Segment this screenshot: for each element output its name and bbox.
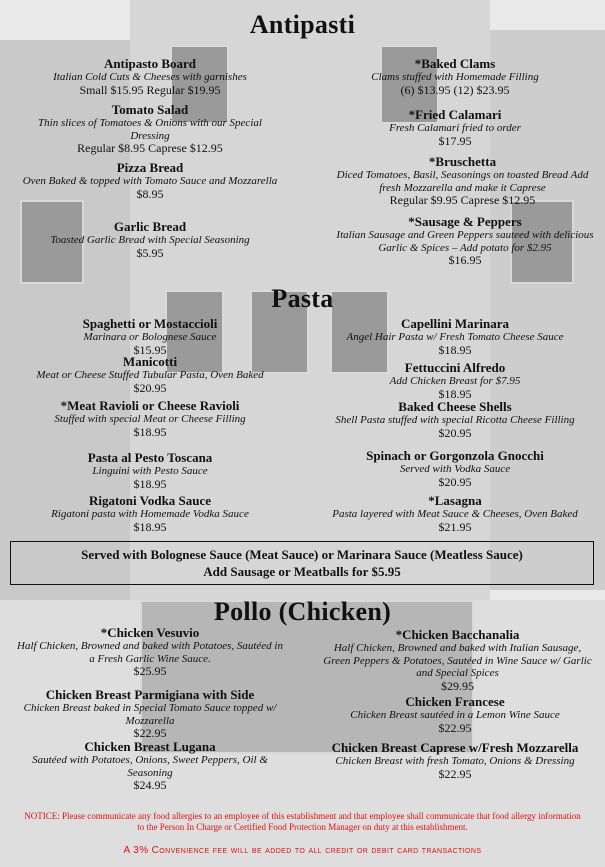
item-desc: Half Chicken, Browned and baked with Potatoes, Sautéed in a Fresh Garlic Wine Sauce.	[17, 640, 283, 665]
menu-item	[0, 57, 300, 96]
item-price: Regular $8.95 Caprese $12.95	[77, 141, 223, 155]
item-price: Small $15.95 Regular $19.95	[79, 82, 221, 97]
item-price: $16.95	[448, 253, 482, 267]
item-desc: Italian Cold Cuts & Cheeses with garnishes	[53, 71, 247, 83]
item-name: Pizza Bread	[116, 160, 184, 175]
menu-item	[305, 400, 605, 439]
menu-item	[305, 449, 605, 488]
item-desc: Served with Vodka Sauce	[399, 463, 511, 475]
item-name: *Chicken Bacchanalia	[395, 627, 520, 642]
item-price: $25.95	[133, 664, 167, 678]
menu-item	[0, 317, 300, 356]
item-name: Antipasto Board	[103, 56, 197, 71]
item-desc: Chicken Breast with fresh Tomato, Onions & Dressing	[335, 755, 575, 767]
item-name: *Meat Ravioli or Cheese Ravioli	[60, 398, 240, 413]
menu-item	[320, 628, 595, 692]
item-price: (6) $13.95 (12) $23.95	[400, 82, 510, 97]
item-desc: Clams stuffed with Homemade Filling	[371, 71, 539, 83]
item-name: Rigatoni Vodka Sauce	[88, 493, 212, 508]
box-line: Add Sausage or Meatballs for $5.95	[203, 564, 401, 579]
item-desc: Pasta layered with Meat Sauce & Cheeses, Oven Baked	[332, 508, 578, 520]
item-price: $15.95	[133, 342, 167, 357]
menu-item	[305, 494, 605, 533]
item-price: $18.95	[133, 424, 167, 439]
pasta-sauce-box	[10, 541, 594, 585]
item-name: *Sausage & Peppers	[408, 214, 522, 229]
item-desc: Add Chicken Breast for $7.95	[389, 375, 521, 387]
item-name: Garlic Bread	[113, 219, 187, 234]
item-name: Fettuccini Alfredo	[404, 360, 506, 375]
item-desc: Toasted Garlic Bread with Special Seasoning	[50, 234, 250, 246]
item-desc: Half Chicken, Browned and baked with Italian Sausage, Green Peppers & Potatoes, Sautéed in Wine Sauce w/ Garlic and Special Spices	[323, 642, 592, 679]
item-name: *Lasagna	[428, 493, 482, 508]
menu-item	[20, 161, 280, 200]
menu-item	[305, 108, 605, 147]
item-desc: Italian Sausage and Green Peppers sauteed with delicious Garlic & Spices – Add potato for $2.95	[336, 229, 594, 254]
item-name: Chicken Breast Lugana	[84, 739, 216, 754]
item-name: Manicotti	[122, 354, 178, 369]
menu-item	[305, 57, 605, 96]
item-name: Pasta al Pesto Toscana	[87, 450, 213, 465]
item-price: $20.95	[133, 380, 167, 395]
item-price: $22.95	[438, 720, 472, 735]
item-desc: Sautéed with Potatoes, Onions, Sweet Peppers, Oil & Seasoning	[32, 754, 268, 779]
menu-item	[305, 741, 605, 780]
item-price: $29.95	[441, 678, 474, 693]
item-desc: Chicken Breast baked in Special Tomato Sauce topped w/ Mozzarella	[23, 702, 277, 727]
item-name: Baked Cheese Shells	[398, 399, 512, 414]
menu-item	[305, 695, 605, 734]
item-price: $22.95	[438, 766, 472, 781]
menu-item	[335, 215, 595, 267]
item-name: *Fried Calamari	[408, 107, 502, 122]
item-desc: Meat or Cheese Stuffed Tubular Pasta, Oven Baked	[36, 369, 264, 381]
item-desc: Diced Tomatoes, Basil, Seasonings on toasted Bread Add fresh Mozzarella and make it Caprese	[336, 169, 589, 194]
item-desc: Marinara or Bolognese Sauce	[83, 331, 217, 343]
menu-item	[305, 361, 605, 400]
item-desc: Angel Hair Pasta w/ Fresh Tomato Cheese Sauce	[346, 331, 564, 343]
item-price: Regular $9.95 Caprese $12.95	[389, 193, 536, 207]
menu-item	[0, 355, 300, 394]
menu-item	[0, 399, 300, 438]
item-price: $18.95	[438, 386, 472, 401]
item-name: Spinach or Gorgonzola Gnocchi	[366, 448, 544, 463]
pasta-title: Pasta	[271, 284, 334, 313]
card-fee-notice: A 3% Convenience fee will be added to all credit or debit card transactions	[123, 845, 482, 856]
item-price: $8.95	[136, 186, 164, 201]
item-name: Tomato Salad	[111, 102, 189, 117]
item-price: $18.95	[133, 476, 167, 491]
item-price: $18.95	[438, 342, 472, 357]
item-desc: Thin slices of Tomatoes & Onions with our Special Dressing	[38, 117, 262, 142]
menu-item	[20, 103, 280, 155]
item-price: $5.95	[136, 245, 164, 260]
menu-item	[0, 451, 300, 490]
menu-item	[305, 317, 605, 356]
item-name: Spaghetti or Mostaccioli	[82, 316, 218, 331]
item-desc: Shell Pasta stuffed with special Ricotta Cheese Filling	[335, 414, 575, 426]
item-name: Chicken Breast Caprese w/Fresh Mozzarella	[331, 740, 579, 755]
menu-item	[20, 740, 280, 792]
item-name: *Chicken Vesuvio	[100, 625, 200, 640]
menu-item	[10, 688, 290, 740]
item-price: $17.95	[438, 133, 472, 148]
item-price: $24.95	[133, 778, 167, 792]
item-name: *Bruschetta	[428, 154, 497, 169]
item-name: Capellini Marinara	[401, 316, 509, 331]
item-desc: Rigatoni pasta with Homemade Vodka Sauce	[51, 508, 249, 520]
box-line: Served with Bolognese Sauce (Meat Sauce) or Marinara Sauce (Meatless Sauce)	[81, 547, 523, 562]
antipasti-title: Antipasti	[249, 10, 356, 39]
item-desc: Oven Baked & topped with Tomato Sauce and Mozzarella	[22, 175, 278, 187]
item-price: $22.95	[133, 726, 167, 740]
item-desc: Fresh Calamari fried to order	[389, 122, 521, 134]
item-name: Chicken Breast Parmigiana with Side	[45, 687, 255, 702]
item-name: *Baked Clams	[414, 56, 496, 71]
item-desc: Chicken Breast sautéed in a Lemon Wine Sauce	[350, 709, 560, 721]
item-name: Chicken Francese	[405, 694, 505, 709]
item-desc: Stuffed with special Meat or Cheese Filling	[54, 413, 246, 425]
item-price: $21.95	[438, 519, 472, 534]
item-price: $20.95	[438, 425, 472, 440]
pollo-title: Pollo (Chicken)	[213, 597, 392, 626]
item-price: $20.95	[438, 474, 472, 489]
menu-item	[330, 155, 595, 207]
allergy-notice: NOTICE: Please communicate any food allergies to an employee of this establishment and that employee shall communicate that food allergy information to the Person In Charge or Certified Food Protection Manager on duty at this establishment.	[24, 811, 581, 832]
item-price: $18.95	[133, 519, 167, 534]
menu-item	[0, 494, 300, 533]
menu-item	[15, 626, 285, 678]
menu-item	[0, 220, 300, 259]
item-desc: Linguini with Pesto Sauce	[92, 465, 208, 477]
